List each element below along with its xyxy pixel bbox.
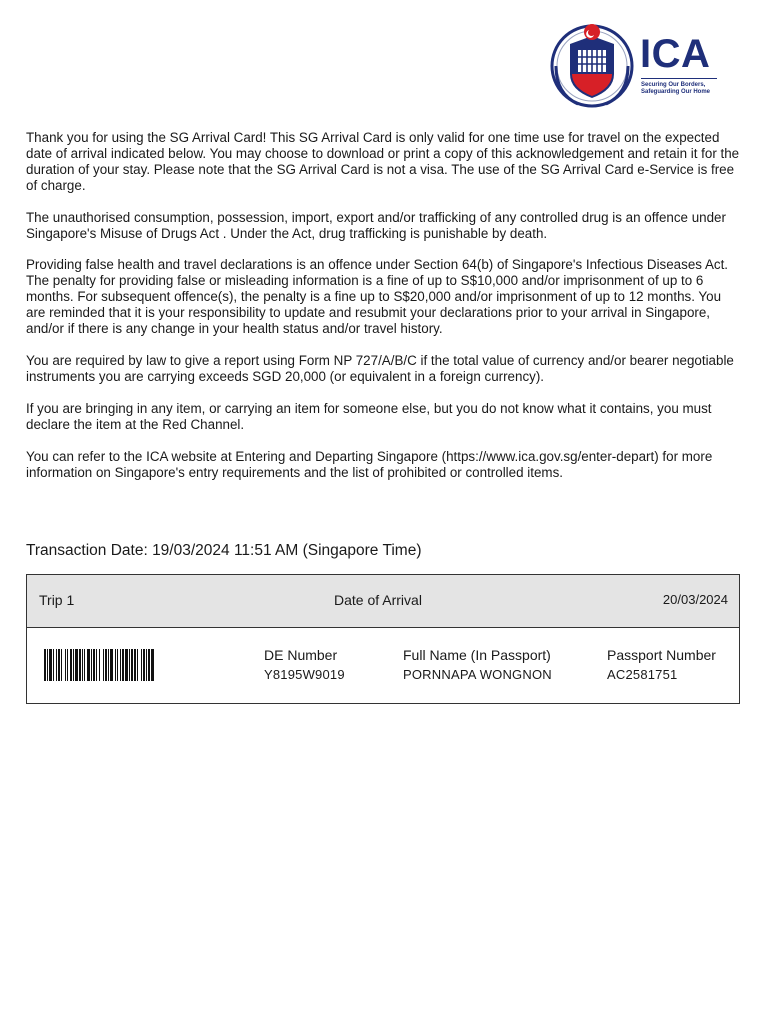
ica-logo: [548, 22, 744, 108]
barcode-bar: [110, 649, 113, 681]
trip-table: [26, 574, 740, 704]
passport-number-value: AC2581751: [607, 667, 678, 682]
barcode-bar: [105, 649, 107, 681]
full-name-column: [403, 647, 552, 682]
barcode-bar: [93, 649, 95, 681]
passport-number-label: Passport Number: [607, 647, 716, 663]
barcode-bar: [99, 649, 100, 681]
paragraph-ica-website: You can refer to the ICA website at Entering and Departing Singapore (https://www.ica.gov.sg/enter-depart) for more information on Singapore's entry requirements and the list of prohibited or controlled items.: [26, 448, 713, 480]
barcode-bar: [146, 649, 147, 681]
barcode-bar: [120, 649, 121, 681]
barcode-bar: [137, 649, 138, 681]
arrival-date-value: 20/03/2024: [662, 592, 728, 607]
barcode-bar: [44, 649, 46, 681]
paragraph-drugs: The unauthorised consumption, possession, import, export and/or trafficking of any controlled drug is an offence under Singapore's Misuse of Drugs Act . Under the Act, drug trafficking is punishable by death.: [26, 209, 726, 241]
de-number-label: DE Number: [264, 647, 338, 663]
de-number-value: Y8195W9019: [264, 667, 345, 682]
barcode-bar: [141, 649, 142, 681]
barcode-bar: [134, 649, 136, 681]
trip-header: [27, 575, 739, 628]
logo-divider: [641, 78, 717, 79]
logo-tagline: Securing Our Borders, Safeguarding Our Home: [641, 82, 711, 95]
full-name-value: PORNNAPA WONGNON: [403, 667, 552, 682]
barcode-bar: [58, 649, 60, 681]
barcode-bar: [143, 649, 145, 681]
barcode-bar: [131, 649, 133, 681]
barcode-bar: [96, 649, 97, 681]
barcode-bar: [70, 649, 72, 681]
trip-label: Trip 1: [39, 592, 75, 608]
barcode-bar: [75, 649, 78, 681]
barcode-bar: [151, 649, 154, 681]
barcode-bar: [87, 649, 90, 681]
ica-crest-icon: [548, 22, 638, 108]
barcode-bar: [91, 649, 92, 681]
barcode-bar: [103, 649, 104, 681]
barcode-icon: [44, 649, 192, 681]
barcode-bar: [49, 649, 52, 681]
barcode-bar: [47, 649, 48, 681]
passport-number-column: [607, 647, 716, 682]
barcode-bar: [129, 649, 130, 681]
notice-text: [26, 130, 744, 496]
barcode-bar: [84, 649, 85, 681]
barcode-bar: [73, 649, 74, 681]
barcode-bar: [65, 649, 66, 681]
paragraph-red-channel: If you are bringing in any item, or carrying an item for someone else, but you do not know what it contains, you must declare the item at the Red Channel.: [26, 400, 712, 432]
barcode-bar: [115, 649, 116, 681]
barcode-bar: [67, 649, 68, 681]
paragraph-currency: You are required by law to give a report using Form NP 727/A/B/C if the total value of currency and/or bearer negotiable instruments you are carrying exceeds SGD 20,000 (or equivalent in a foreign currency).: [26, 352, 734, 384]
barcode-bar: [82, 649, 83, 681]
barcode-bar: [79, 649, 81, 681]
barcode-bar: [148, 649, 150, 681]
barcode-bar: [122, 649, 124, 681]
transaction-date: Transaction Date: 19/03/2024 11:51 AM (Singapore Time): [26, 542, 422, 559]
paragraph-false-declarations: Providing false health and travel declarations is an offence under Section 64(b) of Singapore's Infectious Diseases Act. The penalty for providing false or misleading information is a fine of up to S$10,000 and/or imprisonment of up to 6 months. For subsequent offence(s), the penalty is a fine up to S$20,000 and/or imprisonment of up to 12 months. You are reminded that it is your responsibility to update and resubmit your declarations prior to your arrival in Singapore, and/or if there is any change in your health status and/or travel history.: [26, 257, 729, 337]
barcode-bar: [53, 649, 54, 681]
paragraph-intro: Thank you for using the SG Arrival Card! This SG Arrival Card is only valid for one time use for travel on the expected date of arrival indicated below. You may choose to download or print a copy of this acknowledgement and retain it for the duration of your stay. Please note that the SG Arrival Card is not a visa. The use of the SG Arrival Card e-Service is free of charge.: [26, 130, 740, 193]
full-name-label: Full Name (In Passport): [403, 647, 551, 663]
barcode-bar: [125, 649, 128, 681]
de-number-column: [264, 647, 345, 682]
logo-wordmark: ICA: [640, 32, 711, 76]
barcode-bar: [56, 649, 57, 681]
trip-details: [27, 628, 739, 704]
barcode-bar: [61, 649, 62, 681]
barcode-bar: [117, 649, 118, 681]
arrival-date-label: Date of Arrival: [334, 592, 422, 608]
barcode-bar: [108, 649, 109, 681]
